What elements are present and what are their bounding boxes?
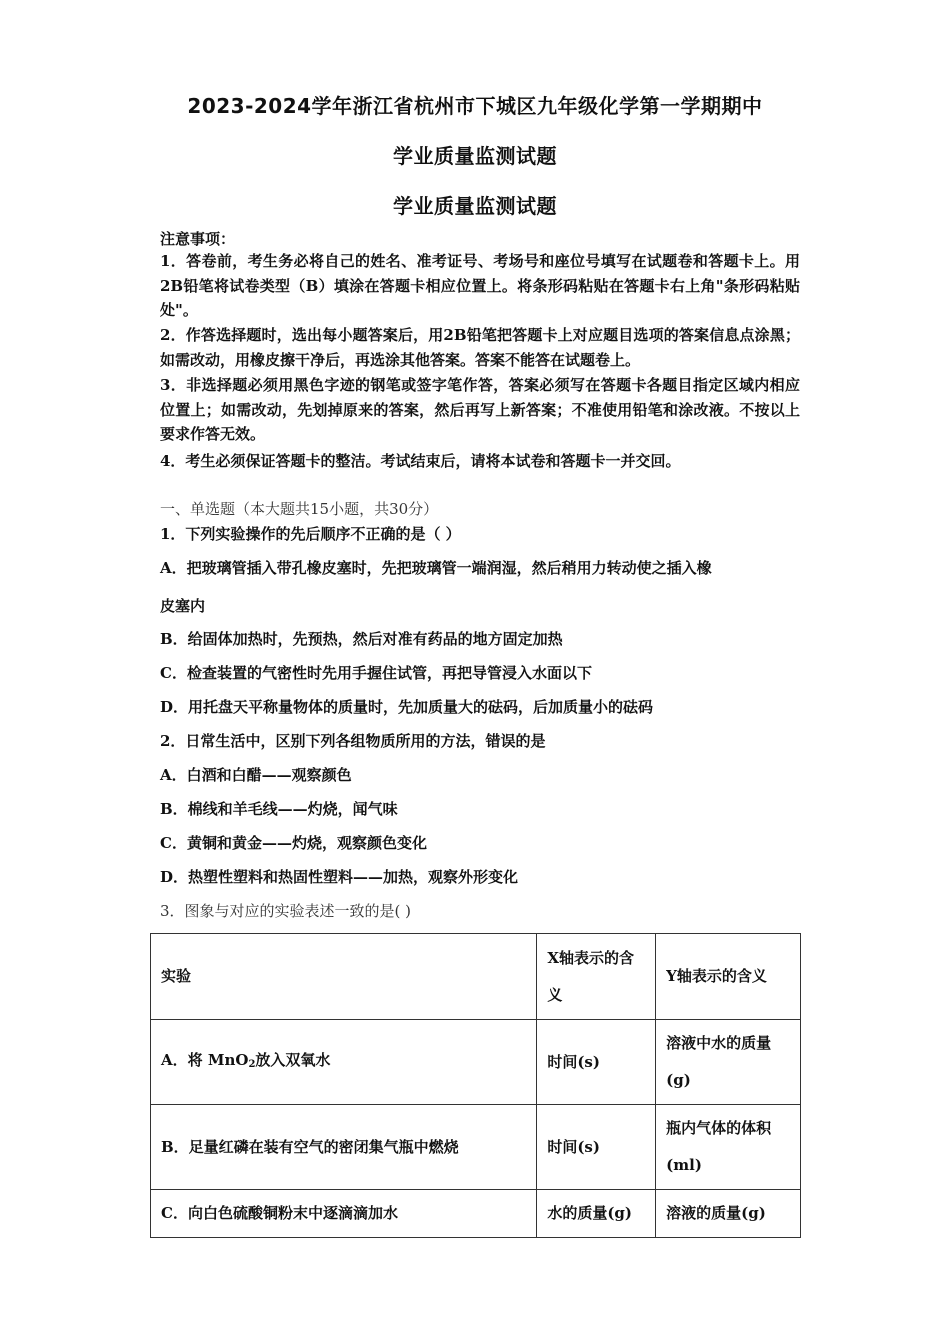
q2-option-c: C．黄铜和黄金——灼烧，观察颜色变化 <box>160 834 427 852</box>
row-a-subscript: 2 <box>248 1058 256 1070</box>
row-b-y-line2: (ml) <box>666 1156 702 1174</box>
doc-title-line2: 学业质量监测试题 <box>393 144 557 168</box>
q3-stem: 3．图象与对应的实验表述一致的是( ) <box>160 902 412 920</box>
notice-heading: 注意事项： <box>160 230 236 248</box>
notice-item-4: 4．考生必须保证答题卡的整洁。考试结束后，请将本试卷和答题卡一并交回。 <box>160 452 681 470</box>
row-b-experiment: B．足量红磷在装有空气的密闭集气瓶中燃烧 <box>151 1105 537 1190</box>
doc-title-line3: 学业质量监测试题 <box>393 194 557 218</box>
notice-item-2: 2．作答选择题时，选出每小题答案后，用2B铅笔把答题卡上对应题目选项的答案信息点涂黑；如需改动，用橡皮擦干净后，再选涂其他答案。答案不能答在试题卷上。 <box>160 326 800 369</box>
row-a-y-line2: (g) <box>666 1071 691 1089</box>
row-a-prefix: A．将 MnO <box>161 1050 249 1069</box>
row-a-experiment <box>151 1020 537 1105</box>
doc-title-line1: 2023-2024学年浙江省杭州市下城区九年级化学第一学期期中 <box>187 94 763 118</box>
row-c-x: 水的质量(g) <box>537 1190 656 1238</box>
table-row <box>151 1105 801 1190</box>
row-a-y-line1: 溶液中水的质量 <box>666 1034 772 1052</box>
header-x-axis <box>537 934 656 1020</box>
row-a-y <box>656 1020 801 1105</box>
header-experiment: 实验 <box>151 934 537 1020</box>
q2-option-b: B．棉线和羊毛线——灼烧，闻气味 <box>160 800 398 818</box>
header-x-axis-line1: X轴表示的含 <box>547 948 634 967</box>
table-row <box>151 1190 801 1238</box>
q1-option-c: C．检查装置的气密性时先用手握住试管，再把导管浸入水面以下 <box>160 664 592 682</box>
q1-stem: 1．下列实验操作的先后顺序不正确的是（ ） <box>160 525 461 543</box>
notice-item-1: 1．答卷前，考生务必将自己的姓名、准考证号、考场号和座位号填写在试题卷和答题卡上。用2B铅笔将试卷类型（B）填涂在答题卡相应位置上。将条形码粘贴在答题卡右上角"条形码粘贴处"。 <box>160 252 800 319</box>
q3-table <box>150 933 801 1238</box>
q2-option-d: D．热塑性塑料和热固性塑料——加热，观察外形变化 <box>160 868 519 886</box>
notice-item-3: 3．非选择题必须用黑色字迹的钢笔或签字笔作答，答案必须写在答题卡各题目指定区域内相应位置上；如需改动，先划掉原来的答案，然后再写上新答案；不准使用铅笔和涂改液。不按以上要求作答无效。 <box>160 376 800 443</box>
q1-option-d: D．用托盘天平称量物体的质量时，先加质量大的砝码，后加质量小的砝码 <box>160 698 654 716</box>
section-heading: 一、单选题（本大题共15小题，共30分） <box>160 500 439 518</box>
row-a-suffix: 放入双氧水 <box>255 1050 331 1069</box>
row-c-experiment: C．向白色硫酸铜粉末中逐滴滴加水 <box>151 1190 537 1238</box>
header-x-axis-line2: 义 <box>547 985 563 1004</box>
header-y-axis: Y轴表示的含义 <box>656 934 801 1020</box>
row-b-y-line1: 瓶内气体的体积 <box>666 1119 772 1137</box>
q2-option-a: A．白酒和白醋——观察颜色 <box>160 766 352 784</box>
row-c-y: 溶液的质量(g) <box>656 1190 801 1238</box>
row-b-y <box>656 1105 801 1190</box>
q1-option-a-line2: 皮塞内 <box>160 597 206 615</box>
table-row <box>151 1020 801 1105</box>
row-b-x: 时间(s) <box>537 1105 656 1190</box>
row-a-x: 时间(s) <box>537 1020 656 1105</box>
table-header-row <box>151 934 801 1020</box>
q1-option-b: B．给固体加热时，先预热，然后对准有药品的地方固定加热 <box>160 630 563 648</box>
q2-stem: 2．日常生活中，区别下列各组物质所用的方法，错误的是 <box>160 732 546 750</box>
q1-option-a-line1: A．把玻璃管插入带孔橡皮塞时，先把玻璃管一端润湿，然后稍用力转动使之插入橡 <box>160 559 712 577</box>
